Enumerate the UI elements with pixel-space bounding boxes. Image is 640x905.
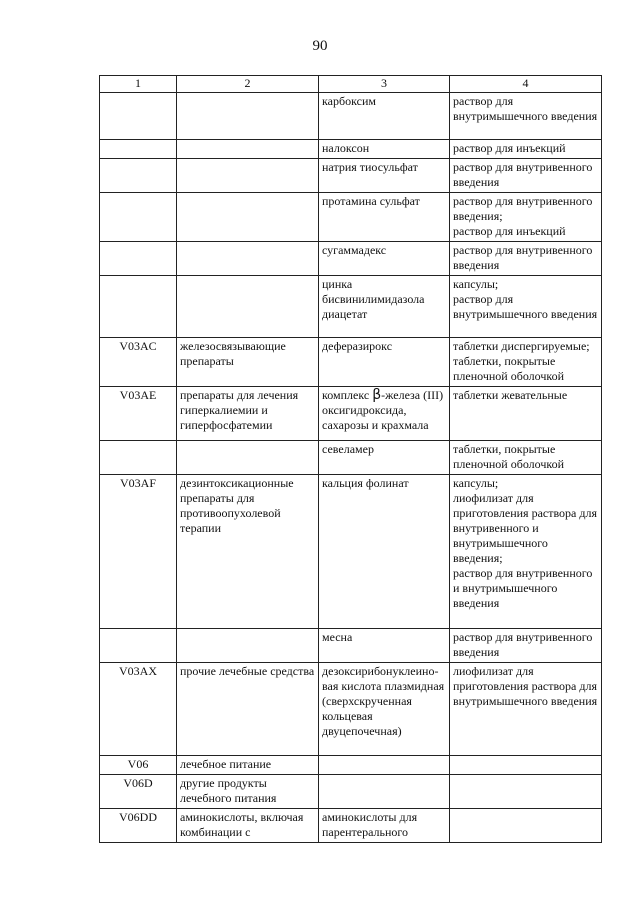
table-row — [100, 775, 602, 809]
drug-list-table — [99, 75, 602, 843]
drug-name-suffix: -железа (III) оксигидроксида, сахарозы и крахмала — [322, 388, 444, 432]
drug-name-cell — [319, 756, 450, 775]
drug-name-cell: налоксон — [319, 140, 450, 159]
atc-code-cell — [100, 140, 177, 159]
drug-name-cell: дезоксирибонуклеино-вая кислота плазмидная (сверхскрученная кольцевая двуцепочечная) — [319, 663, 450, 756]
dosage-form-cell: раствор для инъекций — [450, 140, 602, 159]
column-header: 1 — [100, 76, 177, 93]
group-cell: лечебное питание — [177, 756, 319, 775]
dosage-form-cell: таблетки диспергируемые; таблетки, покрытые пленочной оболочкой — [450, 338, 602, 387]
dosage-form-cell: таблетки жевательные — [450, 387, 602, 441]
drug-name-cell: деферазирокс — [319, 338, 450, 387]
group-cell — [177, 276, 319, 338]
drug-name-cell — [319, 775, 450, 809]
group-cell: другие продукты лечебного питания — [177, 775, 319, 809]
table-row — [100, 809, 602, 843]
drug-name-cell: цинка бисвинилимидазола диацетат — [319, 276, 450, 338]
group-cell: аминокислоты, включая комбинации с — [177, 809, 319, 843]
column-header: 3 — [319, 76, 450, 93]
dosage-form-cell: раствор для внутримышечного введения — [450, 93, 602, 140]
group-cell: дезинтоксикационные препараты для противоопухолевой терапии — [177, 475, 319, 629]
drug-name-cell: аминокислоты для парентерального — [319, 809, 450, 843]
group-cell: железосвязывающие препараты — [177, 338, 319, 387]
dosage-form-cell: таблетки, покрытые пленочной оболочкой — [450, 441, 602, 475]
column-header: 2 — [177, 76, 319, 93]
atc-code-cell: V06 — [100, 756, 177, 775]
group-cell — [177, 441, 319, 475]
group-cell — [177, 140, 319, 159]
page-number: 90 — [312, 38, 328, 54]
drug-name-cell: кальция фолинат — [319, 475, 450, 629]
atc-code-cell — [100, 629, 177, 663]
drug-name-cell: месна — [319, 629, 450, 663]
table-row — [100, 193, 602, 242]
group-cell — [177, 242, 319, 276]
table-row — [100, 242, 602, 276]
drug-name-prefix: комплекс — [322, 388, 370, 402]
atc-code-cell — [100, 193, 177, 242]
table-row — [100, 756, 602, 775]
atc-code-cell: V03AF — [100, 475, 177, 629]
column-header: 4 — [450, 76, 602, 93]
drug-name-cell: севеламер — [319, 441, 450, 475]
table-row — [100, 159, 602, 193]
drug-name-cell: карбоксим — [319, 93, 450, 140]
dosage-form-cell — [450, 756, 602, 775]
beta-symbol: β — [372, 387, 382, 403]
group-cell — [177, 193, 319, 242]
atc-code-cell — [100, 441, 177, 475]
table-header-row — [100, 76, 602, 93]
dosage-form-cell: капсулы; лиофилизат для приготовления раствора для внутривенного и внутримышечного введения; раствор для внутривенного и внутримышечного введения — [450, 475, 602, 629]
table-row — [100, 140, 602, 159]
dosage-form-cell: лиофилизат для приготовления раствора для внутримышечного введения — [450, 663, 602, 756]
atc-code-cell: V03AX — [100, 663, 177, 756]
atc-code-cell: V06DD — [100, 809, 177, 843]
dosage-form-cell — [450, 809, 602, 843]
table-row — [100, 663, 602, 756]
table-row — [100, 475, 602, 629]
drug-name-cell: натрия тиосульфат — [319, 159, 450, 193]
table-row — [100, 276, 602, 338]
atc-code-cell — [100, 159, 177, 193]
atc-code-cell: V03AC — [100, 338, 177, 387]
drug-name-cell: протамина сульфат — [319, 193, 450, 242]
table-row — [100, 441, 602, 475]
group-cell: прочие лечебные средства — [177, 663, 319, 756]
atc-code-cell: V03AE — [100, 387, 177, 441]
dosage-form-cell: капсулы; раствор для внутримышечного введения — [450, 276, 602, 338]
group-cell — [177, 159, 319, 193]
dosage-form-cell: раствор для внутривенного введения — [450, 629, 602, 663]
dosage-form-cell: раствор для внутривенного введения; раствор для инъекций — [450, 193, 602, 242]
table-row — [100, 338, 602, 387]
atc-code-cell — [100, 242, 177, 276]
group-cell: препараты для лечения гиперкалиемии и гиперфосфатемии — [177, 387, 319, 441]
table-row — [100, 629, 602, 663]
dosage-form-cell: раствор для внутривенного введения — [450, 159, 602, 193]
atc-code-cell — [100, 93, 177, 140]
atc-code-cell — [100, 276, 177, 338]
group-cell — [177, 93, 319, 140]
table-row — [100, 93, 602, 140]
drug-name-cell — [319, 387, 450, 441]
dosage-form-cell — [450, 775, 602, 809]
dosage-form-cell: раствор для внутривенного введения — [450, 242, 602, 276]
table-row — [100, 387, 602, 441]
group-cell — [177, 629, 319, 663]
atc-code-cell: V06D — [100, 775, 177, 809]
drug-name-cell: сугаммадекс — [319, 242, 450, 276]
